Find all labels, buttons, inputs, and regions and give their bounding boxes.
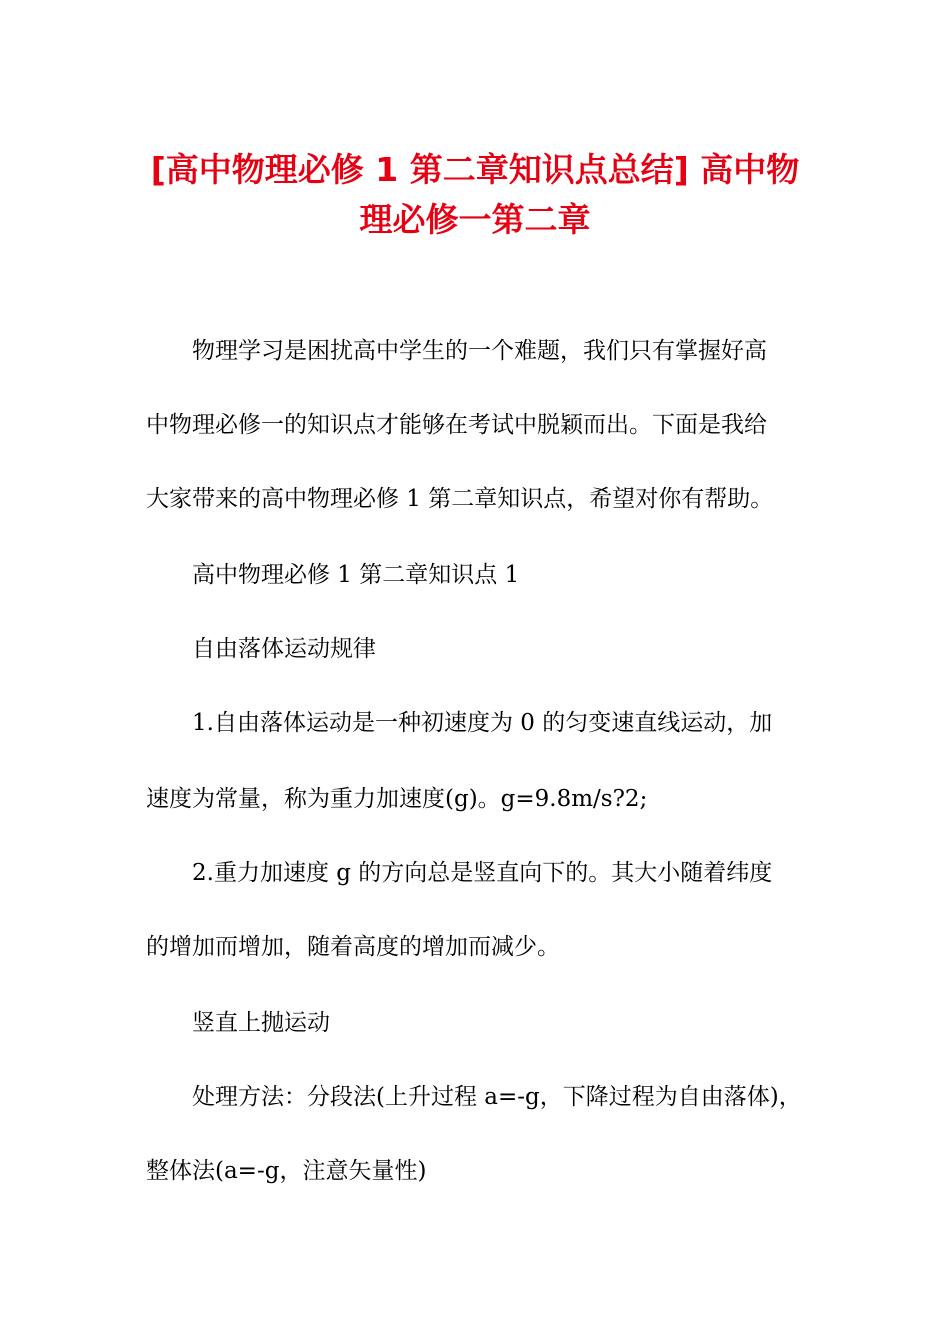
point-2-line-1: 2.重力加速度 g 的方向总是竖直向下的。其大小随着纬度 [192, 860, 773, 886]
intro-paragraph-line-1: 物理学习是困扰高中学生的一个难题，我们只有掌握好高 [192, 338, 767, 364]
document-title-line-1: [高中物理必修 1 第二章知识点总结] 高中物 [150, 150, 800, 189]
method-line-2: 整体法(a=-g，注意矢量性) [146, 1158, 427, 1184]
section-heading: 高中物理必修 1 第二章知识点 1 [192, 562, 520, 588]
method-line-1: 处理方法：分段法(上升过程 a=-g，下降过程为自由落体)， [192, 1084, 802, 1110]
point-1-line-1: 1.自由落体运动是一种初速度为 0 的匀变速直线运动，加 [192, 710, 773, 736]
point-2-line-2: 的增加而增加，随着高度的增加而减少。 [146, 934, 560, 960]
intro-paragraph-line-3: 大家带来的高中物理必修 1 第二章知识点，希望对你有帮助。 [146, 486, 774, 512]
subheading-free-fall: 自由落体运动规律 [192, 636, 376, 662]
point-1-line-2: 速度为常量，称为重力加速度(g)。g=9.8m/s?2; [146, 786, 648, 812]
document-title-line-2: 理必修一第二章 [359, 200, 591, 239]
subheading-vertical-throw: 竖直上抛运动 [192, 1010, 330, 1036]
intro-paragraph-line-2: 中物理必修一的知识点才能够在考试中脱颖而出。下面是我给 [146, 412, 767, 438]
